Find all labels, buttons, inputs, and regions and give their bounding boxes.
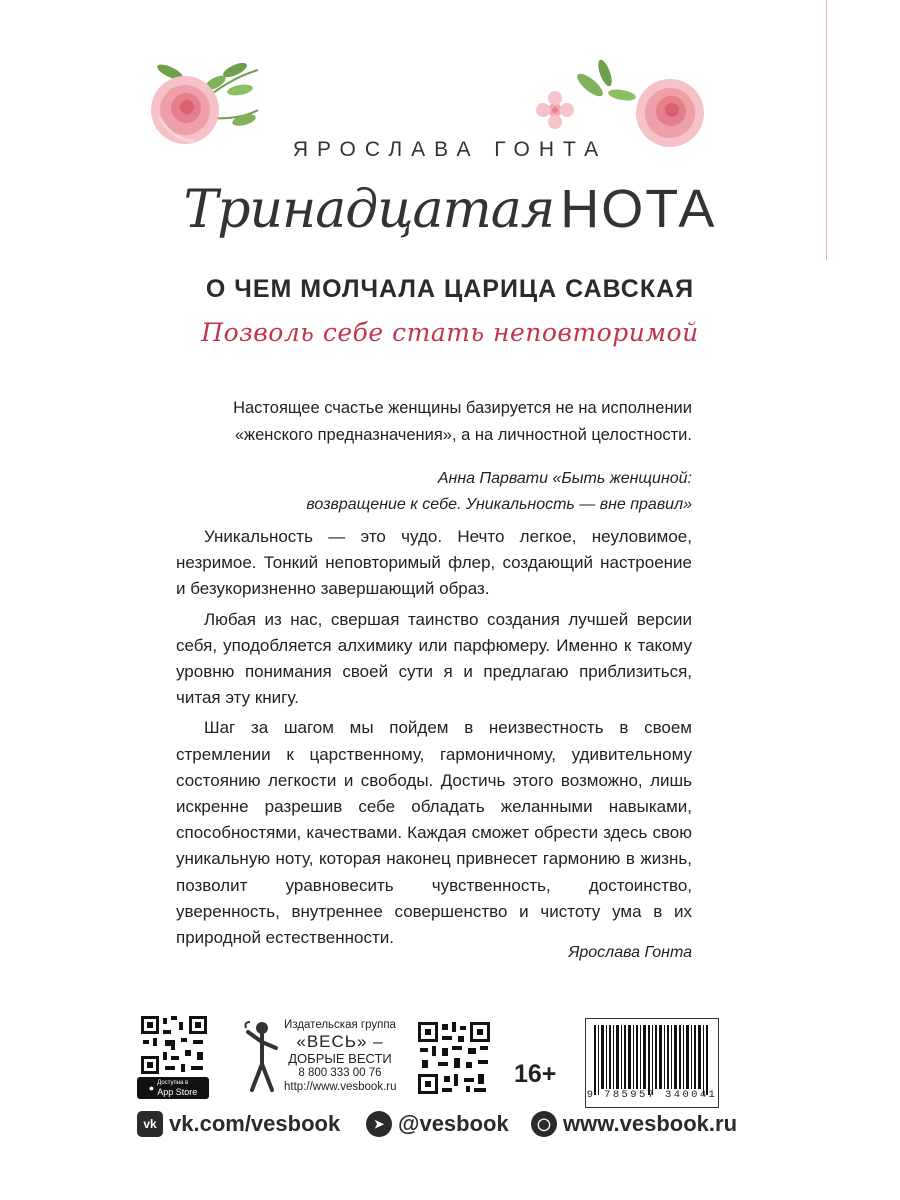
- social-telegram[interactable]: [366, 1111, 509, 1137]
- age-rating: 16+: [514, 1060, 557, 1088]
- title-caps-part: НОТА: [560, 179, 717, 239]
- app-store-badge[interactable]: [137, 1077, 209, 1099]
- publisher-phone: 8 800 333 00 76: [298, 1067, 382, 1079]
- social-vk-label: vk.com/vesbook: [169, 1111, 341, 1136]
- social-telegram-label: @vesbook: [398, 1111, 509, 1136]
- leaf-branch-right: [574, 58, 637, 102]
- apple-icon: ●: [148, 1083, 155, 1093]
- telegram-icon: ➤: [366, 1111, 392, 1137]
- rose-right: [636, 79, 704, 147]
- qr-code-app[interactable]: [141, 1016, 207, 1074]
- author-name: ЯРОСЛАВА ГОНТА: [292, 138, 608, 161]
- epigraph-source-line-1: Анна Парвати «Быть женщиной:: [437, 470, 692, 487]
- book-title: [0, 178, 900, 240]
- annotation-paragraph-1: Уникальность — это чудо. Нечто легкое, неуловимое, незримое. Тонкий неповторимый флер, создающий настроение и безукоризненно завершающий образ.: [176, 527, 692, 599]
- publisher-group-label: Издательская группа: [284, 1019, 396, 1031]
- epigraph-line-2: «женского предназначения», а на личностной целостности.: [234, 426, 692, 444]
- epigraph-source-line-2: возвращение к себе. Уникальность — вне правил»: [306, 496, 692, 513]
- vk-icon: vk: [137, 1111, 163, 1137]
- qr-code-site[interactable]: [418, 1022, 490, 1094]
- publisher-name: «ВЕСЬ» –: [296, 1032, 384, 1051]
- annotation-paragraph-2: Любая из нас, свершая таинство создания лучшей версии себя, уподобляется алхимику или парфюмеру. Именно к такому уровню понимания своей сути я и предлагаю приблизиться, читая эту книгу.: [176, 609, 692, 708]
- rose-left: [151, 76, 219, 144]
- annotation-paragraph-3: Шаг за шагом мы пойдем в неизвестность в своем стремлении к царственному, гармоничному, удивительному состоянию легкости и свободы. Достичь этого возможно, лишь искренне разрешив себе обладать желанными навыками, способностями, качествами. Каждая сможет обрести здесь свою уникальную ноту, которая наконец привнесет гармонию в жизнь, позволит уравновесить чувственность, достоинство, уверенность, внутреннее совершенство и чистоту ума в их природной естественности.: [176, 718, 692, 948]
- publisher-site[interactable]: http://www.vesbook.ru: [284, 1081, 397, 1093]
- social-vk[interactable]: [137, 1111, 340, 1137]
- epigraph-line-1: Настоящее счастье женщины базируется не на исполнении: [233, 399, 692, 417]
- isbn-digits: 9 785957 340041: [586, 1089, 718, 1101]
- publisher-motto: ДОБРЫЕ ВЕСТИ: [288, 1051, 392, 1066]
- title-script-part: Тринадцатая: [183, 180, 555, 240]
- book-tagline: Позволь себе стать неповторимой: [201, 318, 699, 347]
- publisher-info: [284, 1018, 396, 1094]
- globe-icon: ◯: [531, 1111, 557, 1137]
- author-signature: Ярослава Гонта: [568, 944, 692, 961]
- book-subtitle: О ЧЕМ МОЛЧАЛА ЦАРИЦА САВСКАЯ: [205, 275, 695, 303]
- app-store-label: Доступна в App Store: [157, 1079, 198, 1097]
- social-web[interactable]: [531, 1111, 737, 1137]
- social-web-label: www.vesbook.ru: [563, 1111, 738, 1136]
- epigraph-source: [172, 466, 692, 518]
- annotation-text: [176, 524, 692, 955]
- epigraph-quote: [172, 395, 692, 449]
- small-flower: [536, 91, 574, 129]
- publisher-logo-icon: [240, 1018, 284, 1098]
